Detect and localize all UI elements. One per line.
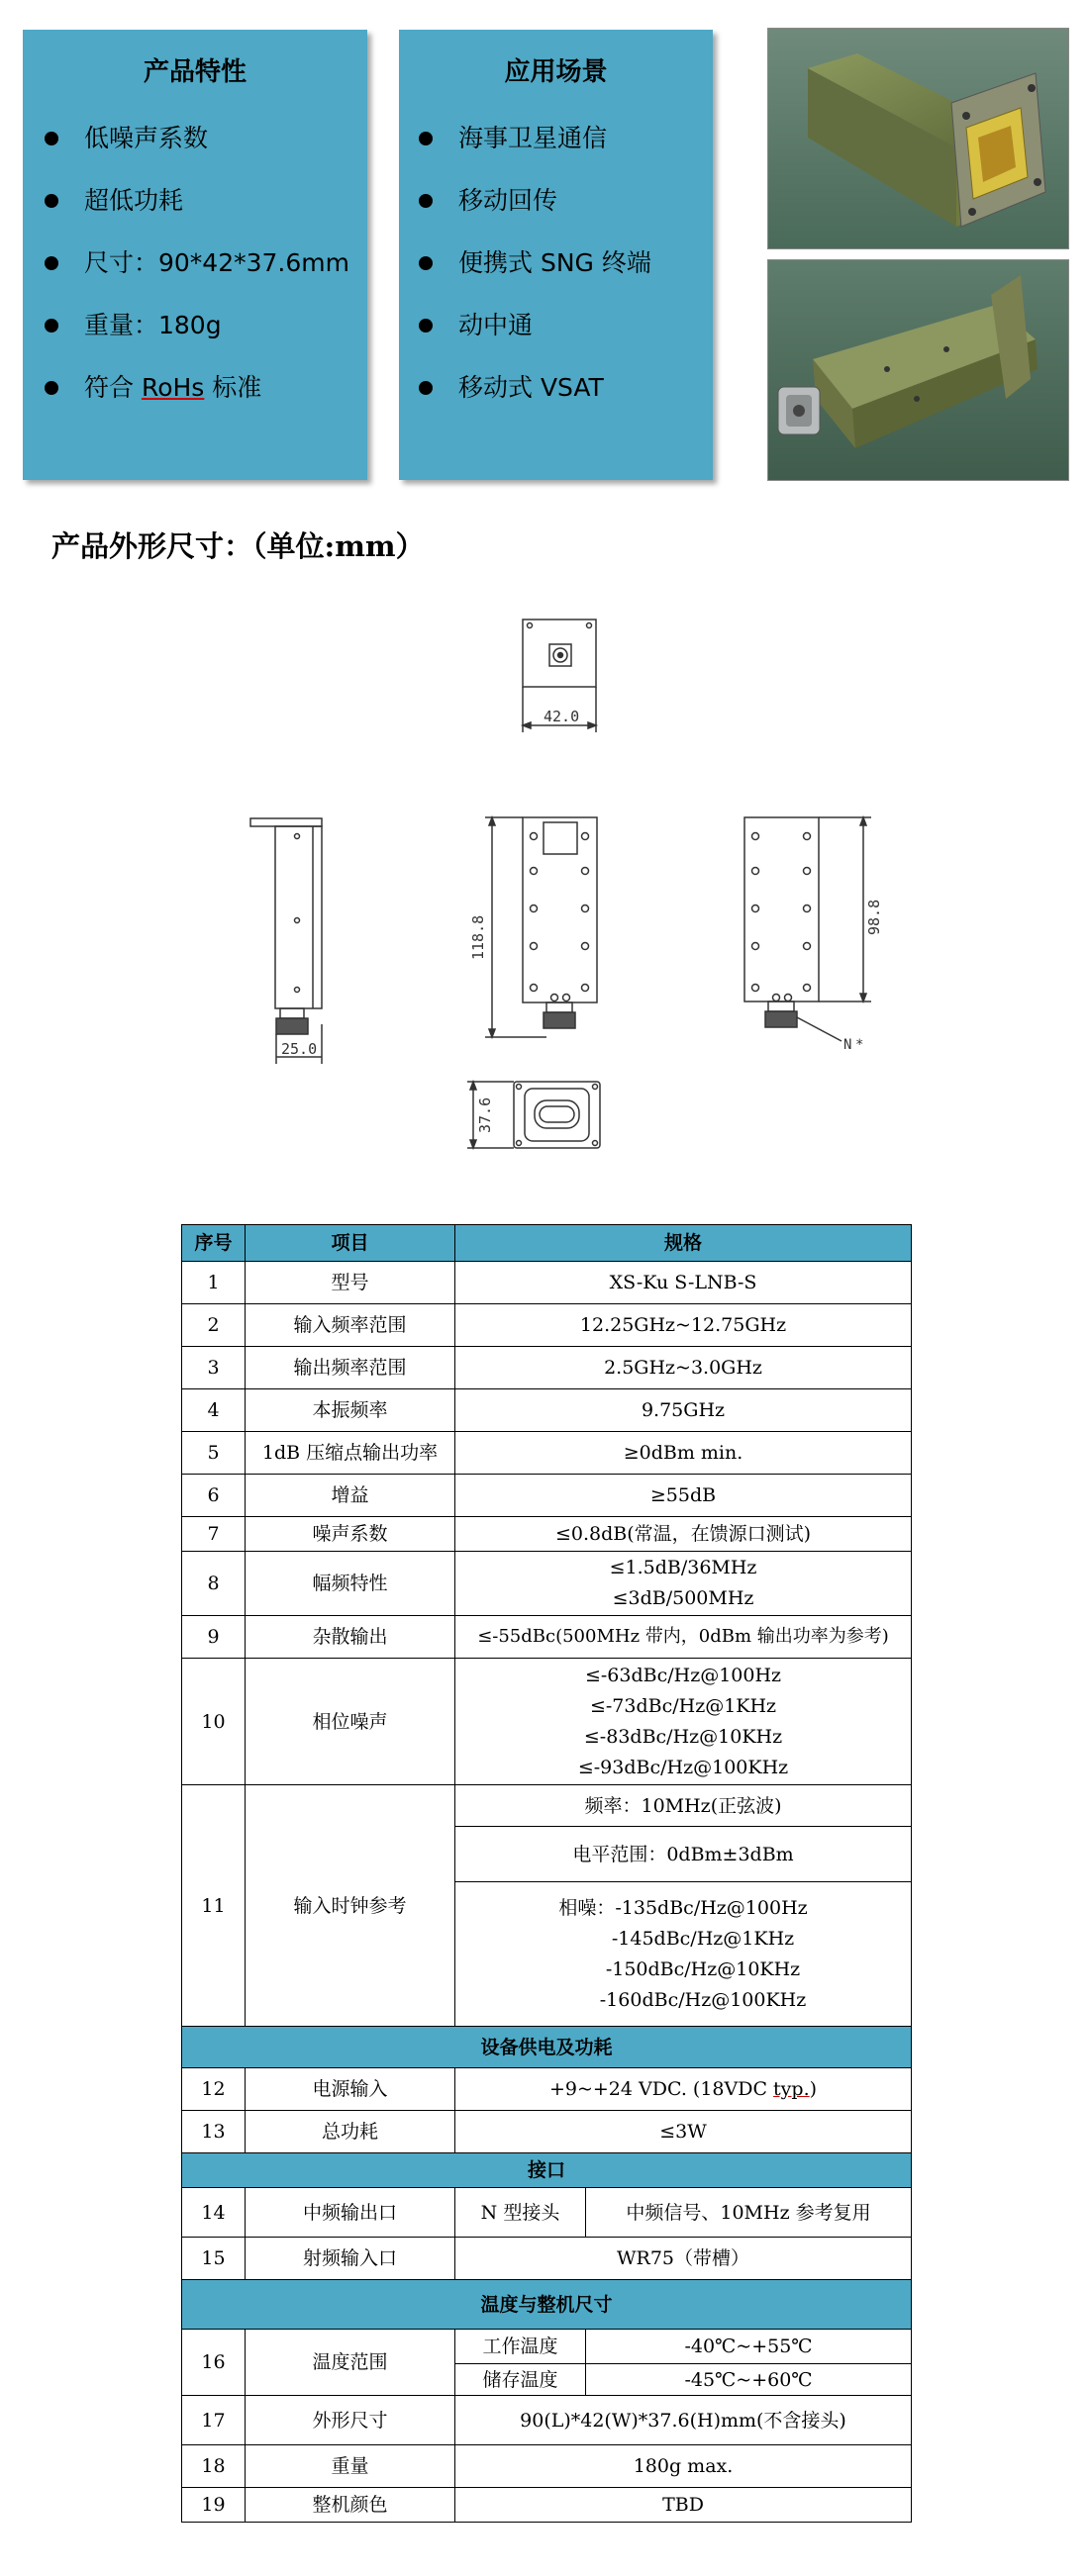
row-item: 输入时钟参考 [246,1785,455,2027]
row-no: 9 [182,1616,246,1659]
row-no: 15 [182,2238,246,2280]
rohs-prefix: 符合 [84,373,142,402]
table-row [182,2111,912,2153]
row-item: 射频输入口 [246,2238,455,2280]
table-row [182,2238,912,2280]
features-panel [23,30,367,480]
row-no: 2 [182,1304,246,1347]
table-row [182,2445,912,2488]
col-header-no: 序号 [182,1225,246,1262]
row-no: 14 [182,2188,246,2238]
row-spec: 12.25GHz~12.75GHz [455,1304,912,1347]
row-no: 16 [182,2330,246,2396]
table-header-row [182,1225,912,1262]
section-title: 接口 [182,2153,912,2188]
features-list [45,124,349,435]
row-item: 相位噪声 [246,1659,455,1785]
table-row [182,2396,912,2445]
row-no: 1 [182,1262,246,1304]
table-row [182,2188,912,2238]
row-item: 1dB 压缩点输出功率 [246,1432,455,1475]
row-no: 6 [182,1475,246,1517]
dim-depth-label: 25.0 [281,1040,318,1058]
product-photo-top [767,28,1069,249]
spec-part: ) [809,2078,818,2100]
col-header-spec: 规格 [455,1225,912,1262]
row-no: 13 [182,2111,246,2153]
row-item: 输入频率范围 [246,1304,455,1347]
row-item: 型号 [246,1262,455,1304]
row-spec: XS-Ku S-LNB-S [455,1262,912,1304]
row-spec: -45℃~+60℃ [586,2364,912,2396]
list-item: 移动回传 [419,186,651,248]
table-row [182,1389,912,1432]
top-view [523,620,596,732]
table-row [182,1616,912,1659]
connector-callout: N [843,1037,852,1053]
dim-height-label: 37.6 [476,1097,494,1133]
connector-star: * [855,1037,864,1053]
list-item: 动中通 [419,311,651,373]
row-no: 11 [182,1785,246,2027]
back-view [744,817,883,1053]
dimension-drawing [0,594,1089,1188]
spec-line: ≤-63dBc/Hz@100Hz [584,1664,782,1686]
row-spec: 90(L)*42(W)*37.6(H)mm(不含接头) [455,2396,912,2445]
list-item: 重量：180g [45,311,349,373]
table-row [182,1347,912,1389]
phase-noise-label: 相噪： [558,1896,616,1919]
list-item-rohs [45,373,349,435]
applications-panel [399,30,713,480]
table-row [182,2068,912,2111]
rohs-suffix: 标准 [204,373,262,402]
row-no: 19 [182,2488,246,2523]
table-row [182,1432,912,1475]
row-spec: 180g max. [455,2445,912,2488]
row-spec: WR75（带槽） [455,2238,912,2280]
row-item: 增益 [246,1475,455,1517]
row-item: 输出频率范围 [246,1347,455,1389]
row-spec [455,2068,912,2111]
row-no: 3 [182,1347,246,1389]
spec-line: -150dBc/Hz@10KHz [605,1957,801,1980]
table-row [182,1517,912,1552]
features-title: 产品特性 [143,57,247,87]
row-spec: 电平范围：0dBm±3dBm [455,1827,912,1882]
row-item: 杂散输出 [246,1616,455,1659]
col-header-item: 项目 [246,1225,455,1262]
row-spec: ≤0.8dB(常温，在馈源口测试) [455,1517,912,1552]
spec-part: +9~+24 VDC. (18VDC [548,2078,774,2100]
row-spec: 2.5GHz~3.0GHz [455,1347,912,1389]
section-row-interface [182,2153,912,2188]
row-item: 电源输入 [246,2068,455,2111]
phase-noise-value: -135dBc/Hz@100Hz [615,1896,808,1919]
applications-title: 应用场景 [504,57,608,87]
list-item: 海事卫星通信 [419,124,651,186]
row-spec: 中频信号、10MHz 参考复用 [586,2188,912,2238]
spec-line: ≤-73dBc/Hz@1KHz [589,1694,777,1717]
row-item: 总功耗 [246,2111,455,2153]
spec-line: -145dBc/Hz@1KHz [611,1927,795,1950]
row-spec: 频率：10MHz(正弦波) [455,1785,912,1827]
table-row [182,1659,912,1785]
row-spec: ≤3W [455,2111,912,2153]
row-no: 7 [182,1517,246,1552]
table-row [182,2488,912,2523]
row-no: 18 [182,2445,246,2488]
row-sub: N 型接头 [455,2188,586,2238]
row-item: 幅频特性 [246,1552,455,1616]
product-photo-bottom [767,259,1069,481]
row-no: 17 [182,2396,246,2445]
spec-line [459,1893,907,1924]
spec-typ: typ. [773,2078,810,2100]
section-row-power [182,2027,912,2068]
row-spec: 9.75GHz [455,1389,912,1432]
row-spec: ≤-55dBc(500MHz 带内，0dBm 输出功率为参考) [455,1616,912,1659]
row-no: 12 [182,2068,246,2111]
list-item: 尺寸：90*42*37.6mm [45,248,349,311]
table-row [182,1475,912,1517]
applications-list [419,124,651,435]
table-row [182,1304,912,1347]
dim-length-label: 118.8 [469,914,487,960]
section-title: 温度与整机尺寸 [182,2280,912,2330]
dim-body-label: 98.8 [865,899,883,935]
row-item: 重量 [246,2445,455,2488]
row-sub: 工作温度 [455,2330,586,2364]
row-no: 10 [182,1659,246,1785]
spec-line: ≤-93dBc/Hz@100KHz [577,1756,789,1778]
side-view [250,818,322,1064]
list-item: 便携式 SNG 终端 [419,248,651,311]
table-row [182,1552,912,1616]
table-row [182,1785,912,1827]
section-title: 设备供电及功耗 [182,2027,912,2068]
row-spec [455,1882,912,2027]
row-item: 外形尺寸 [246,2396,455,2445]
row-no: 5 [182,1432,246,1475]
row-no: 4 [182,1389,246,1432]
row-sub: 储存温度 [455,2364,586,2396]
row-item: 整机颜色 [246,2488,455,2523]
row-spec: ≥55dB [455,1475,912,1517]
section-row-temperature [182,2280,912,2330]
list-item: 低噪声系数 [45,124,349,186]
front-view [469,817,597,1037]
row-spec [455,1552,912,1616]
spec-line: ≤-83dBc/Hz@10KHz [583,1725,783,1748]
drawing-title: 产品外形尺寸：（单位:mm） [51,529,425,563]
spec-table [181,1224,912,2523]
bottom-view [467,1082,600,1148]
spec-line: ≤3dB/500MHz [612,1587,754,1609]
row-no: 8 [182,1552,246,1616]
rohs-word: RoHs [141,373,205,402]
spec-line: ≤1.5dB/36MHz [609,1557,757,1578]
table-row [182,2330,912,2364]
row-item: 中频输出口 [246,2188,455,2238]
row-spec: TBD [455,2488,912,2523]
row-spec: ≥0dBm min. [455,1432,912,1475]
row-item: 噪声系数 [246,1517,455,1552]
row-item: 温度范围 [246,2330,455,2396]
dim-width-label: 42.0 [544,708,580,725]
row-spec [455,1659,912,1785]
row-item: 本振频率 [246,1389,455,1432]
list-item: 超低功耗 [45,186,349,248]
list-item: 移动式 VSAT [419,373,651,435]
table-row [182,1262,912,1304]
spec-line: -160dBc/Hz@100KHz [599,1988,807,2011]
row-spec: -40℃~+55℃ [586,2330,912,2364]
